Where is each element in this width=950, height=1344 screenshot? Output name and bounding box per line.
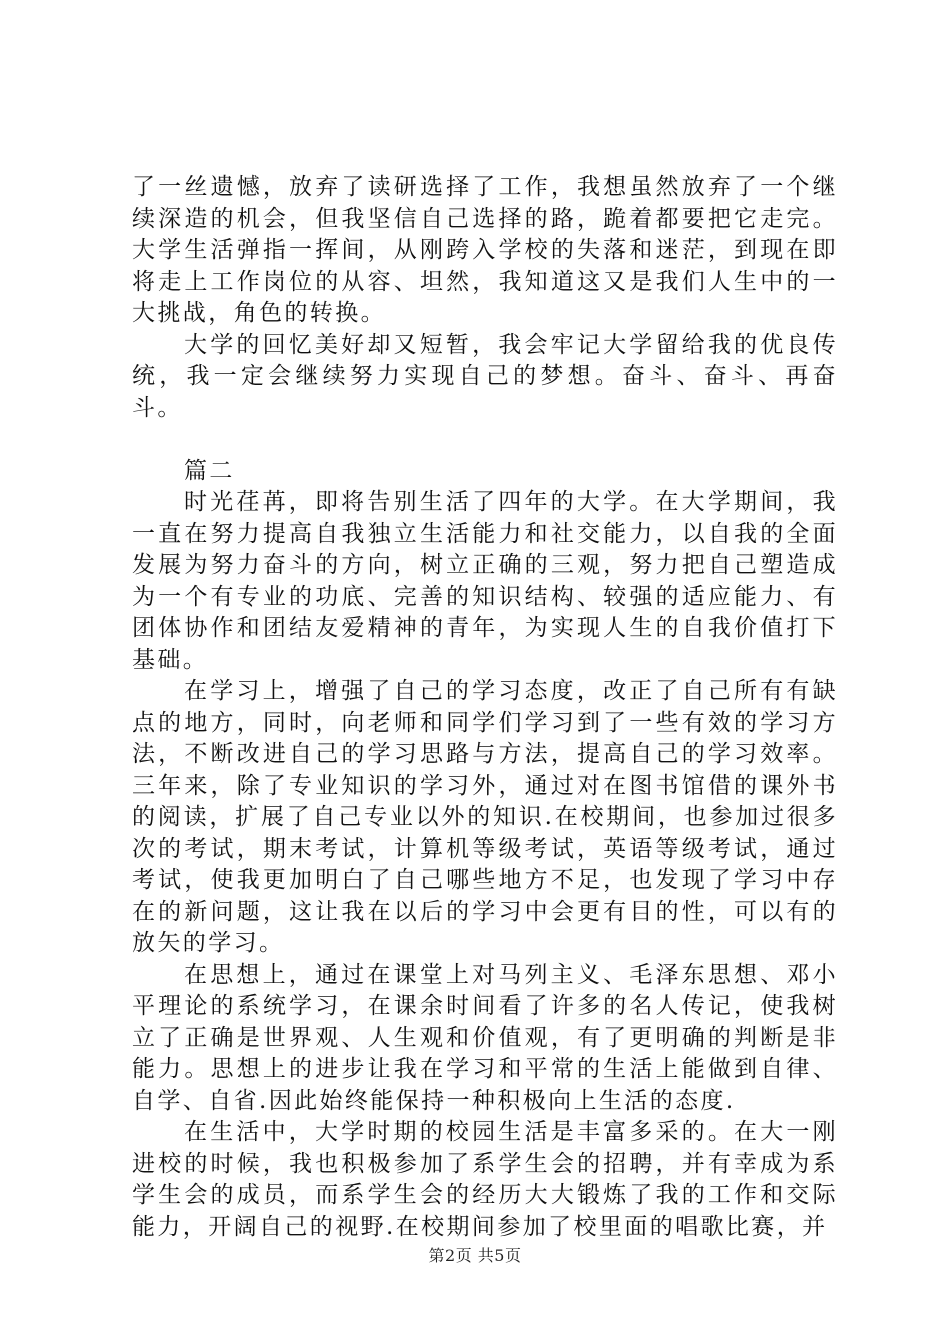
- paragraph-memories: 大学的回忆美好却又短暂，我会牢记大学留给我的优良传统，我一定会继续努力实现自己的梦想。奋斗、奋斗、再奋斗。: [132, 331, 838, 421]
- paragraph-intro: 时光荏苒，即将告别生活了四年的大学。在大学期间，我一直在努力提高自我独立生活能力和社交能力，以自我的全面发展为努力奋斗的方向，树立正确的三观，努力把自己塑造成为一个有专业的功底、完善的知识结构、较强的适应能力、有团体协作和团结友爱精神的青年，为实现人生的自我价值打下基础。: [132, 489, 838, 673]
- paragraph-continuation: 了一丝遗憾，放弃了读研选择了工作，我想虽然放弃了一个继续深造的机会，但我坚信自己选择的路，跪着都要把它走完。大学生活弹指一挥间，从刚跨入学校的失落和迷茫，到现在即将走上工作岗位的从容、坦然，我知道这又是我们人生中的一大挑战，角色的转换。: [132, 174, 838, 326]
- paragraph-life: 在生活中，大学时期的校园生活是丰富多采的。在大一刚进校的时候，我也积极参加了系学生会的招聘，并有幸成为系学生会的成员，而系学生会的经历大大锻炼了我的工作和交际能力，开阔自己的视野.在校期间参加了校里面的唱歌比赛，并: [132, 1119, 838, 1240]
- paragraph-study: 在学习上，增强了自己的学习态度，改正了自己所有有缺点的地方，同时，向老师和同学们学习到了一些有效的学习方法，不断改进自己的学习思路与方法，提高自己的学习效率。三年来，除了专业知识的学习外，通过对在图书馆借的课外书的阅读，扩展了自己专业以外的知识.在校期间，也参加过很多次的考试，期末考试，计算机等级考试，英语等级考试，通过考试，使我更加明白了自己哪些地方不足，也发现了学习中存在的新问题，这让我在以后的学习中会更有目的性，可以有的放矢的学习。: [132, 678, 838, 956]
- page-number-footer: 第2页 共5页: [428, 1246, 522, 1265]
- paragraph-thought: 在思想上，通过在课堂上对马列主义、毛泽东思想、邓小平理论的系统学习，在课余时间看了许多的名人传记，使我树立了正确是世界观、人生观和价值观，有了更明确的判断是非能力。思想上的进步让我在学习和平常的生活上能做到自律、自学、自省.因此始终能保持一种积极向上生活的态度.: [132, 961, 838, 1114]
- document-body: [132, 172, 838, 1243]
- section-heading: 篇二: [184, 457, 235, 484]
